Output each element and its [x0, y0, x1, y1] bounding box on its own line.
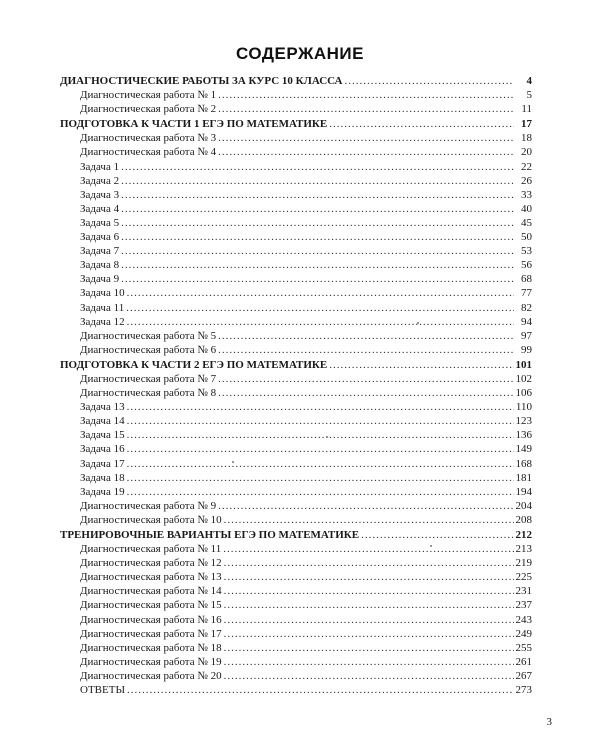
dot-leader: [218, 102, 514, 116]
toc-entry-label: Диагностическая работа № 1: [80, 89, 217, 102]
dot-leader: [218, 145, 514, 159]
dot-leader: [218, 386, 513, 400]
toc-entry-label: Задача 5: [80, 216, 120, 229]
toc-entry-label: Диагностическая работа № 3: [80, 132, 217, 145]
dot-leader: [121, 174, 514, 188]
toc-entry-page: 56: [521, 259, 532, 272]
toc-entry-label: Диагностическая работа № 15: [80, 599, 222, 612]
toc-entry-label: Задача 10: [80, 287, 125, 300]
toc-entry-page: 273: [515, 684, 532, 697]
toc-entry-label: Задача 6: [80, 231, 120, 244]
toc-entry: [60, 216, 532, 230]
dot-leader: [218, 88, 514, 102]
toc-entry-page: 45: [521, 216, 532, 229]
dot-leader: [218, 329, 514, 343]
toc-entry-page: 26: [521, 174, 532, 187]
toc-entry-label: ДИАГНОСТИЧЕСКИЕ РАБОТЫ ЗА КУРС 10 КЛАССА: [60, 75, 343, 87]
toc-entry-page: 212: [515, 529, 532, 541]
toc-entry: [60, 556, 532, 570]
dot-leader: [218, 343, 514, 357]
dot-leader: [218, 372, 513, 386]
toc-entry-page: 255: [515, 641, 532, 654]
toc-entry: [60, 88, 532, 102]
toc-entry: [60, 202, 532, 216]
toc-entry: [60, 244, 532, 258]
toc-entry: [60, 655, 532, 669]
toc-entry: [60, 584, 532, 598]
toc-entry-label: Задача 16: [80, 443, 125, 456]
toc-entry: [60, 471, 532, 485]
toc-entry-label: ПОДГОТОВКА К ЧАСТИ 2 ЕГЭ ПО МАТЕМАТИКЕ: [60, 358, 328, 371]
toc-entry: [60, 400, 532, 414]
toc-entry: [60, 428, 532, 442]
toc-entry: [60, 343, 532, 357]
dot-leader: [127, 471, 514, 485]
toc-entry: [60, 230, 532, 244]
toc-entry-page: 194: [515, 485, 532, 498]
toc-entry: [60, 188, 532, 202]
toc-entry-page: 208: [515, 513, 532, 526]
toc-entry: [60, 598, 532, 612]
toc-entry-label: ОТВЕТЫ: [80, 684, 126, 697]
toc-entry-label: Задача 19: [80, 485, 125, 498]
toc-entry-label: Задача 1: [80, 160, 120, 173]
toc-entry: [60, 542, 532, 556]
toc-entry-page: 231: [515, 585, 532, 598]
dot-leader: [224, 627, 514, 641]
dot-leader: [224, 570, 514, 584]
toc-entry-label: Диагностическая работа № 18: [80, 641, 222, 654]
dot-leader: [121, 258, 514, 272]
dot-leader: [345, 74, 515, 88]
toc-entry: [60, 570, 532, 584]
toc-entry: [60, 442, 532, 456]
toc-entry-label: Диагностическая работа № 20: [80, 669, 222, 682]
toc-entry-label: Диагностическая работа № 6: [80, 343, 217, 356]
toc-entry-page: 249: [515, 627, 532, 640]
toc-entry-page: 101: [515, 358, 532, 371]
toc-entry-page: 149: [515, 443, 532, 456]
toc-entry: [60, 669, 532, 683]
dot-leader: [121, 188, 514, 202]
toc-entry: [60, 315, 532, 329]
toc-entry-label: Диагностическая работа № 12: [80, 557, 222, 570]
dot-leader: [121, 272, 514, 286]
toc-entry: [60, 457, 532, 471]
dot-leader: [224, 641, 514, 655]
dot-leader: [218, 131, 514, 145]
toc-entry: [60, 102, 532, 116]
table-of-contents: [60, 74, 532, 697]
toc-entry-label: Диагностическая работа № 7: [80, 372, 217, 385]
toc-entry: [60, 286, 532, 300]
toc-entry: [60, 272, 532, 286]
toc-entry-label: Задача 3: [80, 188, 120, 201]
scan-speck: [232, 461, 234, 463]
dot-leader: [127, 457, 514, 471]
toc-entry-page: 213: [515, 543, 532, 556]
toc-entry-page: 204: [515, 499, 532, 512]
toc-entry-label: Диагностическая работа № 13: [80, 571, 222, 584]
toc-entry-page: 33: [521, 188, 532, 201]
dot-leader: [127, 683, 513, 697]
toc-entry-label: Задача 12: [80, 315, 125, 328]
toc-entry: [60, 499, 532, 513]
toc-entry: [60, 160, 532, 174]
toc-entry-label: Диагностическая работа № 2: [80, 103, 217, 116]
toc-entry-label: Задача 13: [80, 401, 125, 414]
toc-entry-page: 168: [515, 457, 532, 470]
toc-entry: [60, 627, 532, 641]
toc-entry-page: 102: [515, 372, 532, 385]
scan-speck: [430, 545, 432, 547]
toc-entry-page: 237: [515, 599, 532, 612]
dot-leader: [121, 160, 514, 174]
toc-entry: [60, 613, 532, 627]
dot-leader: [224, 556, 514, 570]
dot-leader: [224, 598, 514, 612]
toc-entry: [60, 329, 532, 343]
toc-entry-page: 18: [521, 132, 532, 145]
dot-leader: [121, 202, 514, 216]
toc-entry-label: Задача 11: [80, 301, 125, 314]
toc-entry-label: Задача 7: [80, 245, 120, 258]
toc-entry-label: Задача 14: [80, 415, 125, 428]
toc-section-entry: [60, 528, 532, 542]
toc-entry-label: Диагностическая работа № 11: [80, 543, 222, 556]
toc-entry: [60, 683, 532, 697]
toc-entry: [60, 641, 532, 655]
toc-entry-label: Диагностическая работа № 19: [80, 655, 222, 668]
dot-leader: [126, 301, 514, 315]
scan-speck: [326, 436, 328, 438]
toc-entry-label: Диагностическая работа № 5: [80, 329, 217, 342]
toc-entry: [60, 386, 532, 400]
toc-entry-label: ПОДГОТОВКА К ЧАСТИ 1 ЕГЭ ПО МАТЕМАТИКЕ: [60, 118, 328, 131]
toc-entry-page: 22: [521, 160, 532, 173]
toc-entry-label: Диагностическая работа № 9: [80, 499, 217, 512]
toc-entry-page: 4: [526, 75, 532, 87]
dot-leader: [121, 244, 514, 258]
dot-leader: [121, 230, 514, 244]
dot-leader: [224, 669, 514, 683]
toc-entry: [60, 301, 532, 315]
toc-entry-page: 243: [515, 613, 532, 626]
dot-leader: [121, 216, 514, 230]
toc-entry: [60, 485, 532, 499]
toc-entry-page: 136: [515, 429, 532, 442]
toc-entry: [60, 131, 532, 145]
toc-section-entry: [60, 74, 532, 88]
toc-entry-label: Диагностическая работа № 10: [80, 513, 222, 526]
scan-speck: [417, 322, 419, 324]
dot-leader: [127, 315, 514, 329]
toc-entry-page: 40: [521, 202, 532, 215]
toc-entry-page: 97: [521, 329, 532, 342]
dot-leader: [127, 286, 514, 300]
page-title: СОДЕРЖАНИЕ: [236, 44, 364, 63]
page-number: 3: [546, 716, 552, 728]
toc-entry: [60, 372, 532, 386]
toc-entry: [60, 513, 532, 527]
toc-entry-page: 20: [521, 146, 532, 159]
dot-leader: [127, 485, 514, 499]
dot-leader: [127, 442, 514, 456]
toc-entry-page: 261: [515, 655, 532, 668]
dot-leader: [329, 117, 514, 131]
dot-leader: [224, 513, 514, 527]
toc-entry-label: Задача 9: [80, 273, 120, 286]
toc-entry-page: 225: [515, 571, 532, 584]
dot-leader: [218, 499, 513, 513]
toc-entry-page: 94: [521, 315, 532, 328]
toc-entry-page: 110: [515, 401, 532, 414]
toc-entry-label: Задача 2: [80, 174, 120, 187]
toc-entry-label: Диагностическая работа № 16: [80, 613, 222, 626]
toc-entry-page: 53: [521, 245, 532, 258]
toc-entry-label: Задача 4: [80, 202, 120, 215]
dot-leader: [224, 655, 514, 669]
toc-entry-page: 99: [521, 343, 532, 356]
dot-leader: [361, 528, 513, 542]
toc-entry-label: Диагностическая работа № 17: [80, 627, 222, 640]
dot-leader: [127, 414, 514, 428]
toc-entry-page: 219: [515, 557, 532, 570]
toc-entry-label: Диагностическая работа № 4: [80, 146, 217, 159]
toc-entry-label: ТРЕНИРОВОЧНЫЕ ВАРИАНТЫ ЕГЭ ПО МАТЕМАТИКЕ: [60, 529, 360, 541]
toc-entry-page: 77: [521, 287, 532, 300]
dot-leader: [224, 584, 514, 598]
toc-entry-page: 11: [521, 103, 532, 116]
toc-entry-label: Задача 17: [80, 457, 125, 470]
toc-entry-page: 106: [515, 387, 532, 400]
toc-entry-page: 5: [526, 89, 532, 102]
toc-entry-page: 82: [521, 301, 532, 314]
toc-section-entry: [60, 117, 532, 131]
toc-section-entry: [60, 358, 532, 372]
dot-leader: [329, 358, 513, 372]
toc-entry-page: 123: [515, 415, 532, 428]
toc-entry: [60, 414, 532, 428]
toc-entry: [60, 145, 532, 159]
toc-entry-page: 17: [521, 118, 532, 131]
toc-entry-label: Диагностическая работа № 8: [80, 387, 217, 400]
dot-leader: [224, 613, 514, 627]
toc-entry-page: 181: [515, 471, 532, 484]
toc-entry-label: Диагностическая работа № 14: [80, 585, 222, 598]
toc-entry-label: Задача 18: [80, 471, 125, 484]
toc-entry-page: 267: [515, 669, 532, 682]
toc-entry-label: Задача 8: [80, 259, 120, 272]
dot-leader: [223, 542, 513, 556]
dot-leader: [127, 400, 514, 414]
toc-entry: [60, 174, 532, 188]
toc-entry: [60, 258, 532, 272]
dot-leader: [127, 428, 514, 442]
toc-entry-page: 50: [521, 231, 532, 244]
toc-entry-page: 68: [521, 273, 532, 286]
toc-entry-label: Задача 15: [80, 429, 125, 442]
